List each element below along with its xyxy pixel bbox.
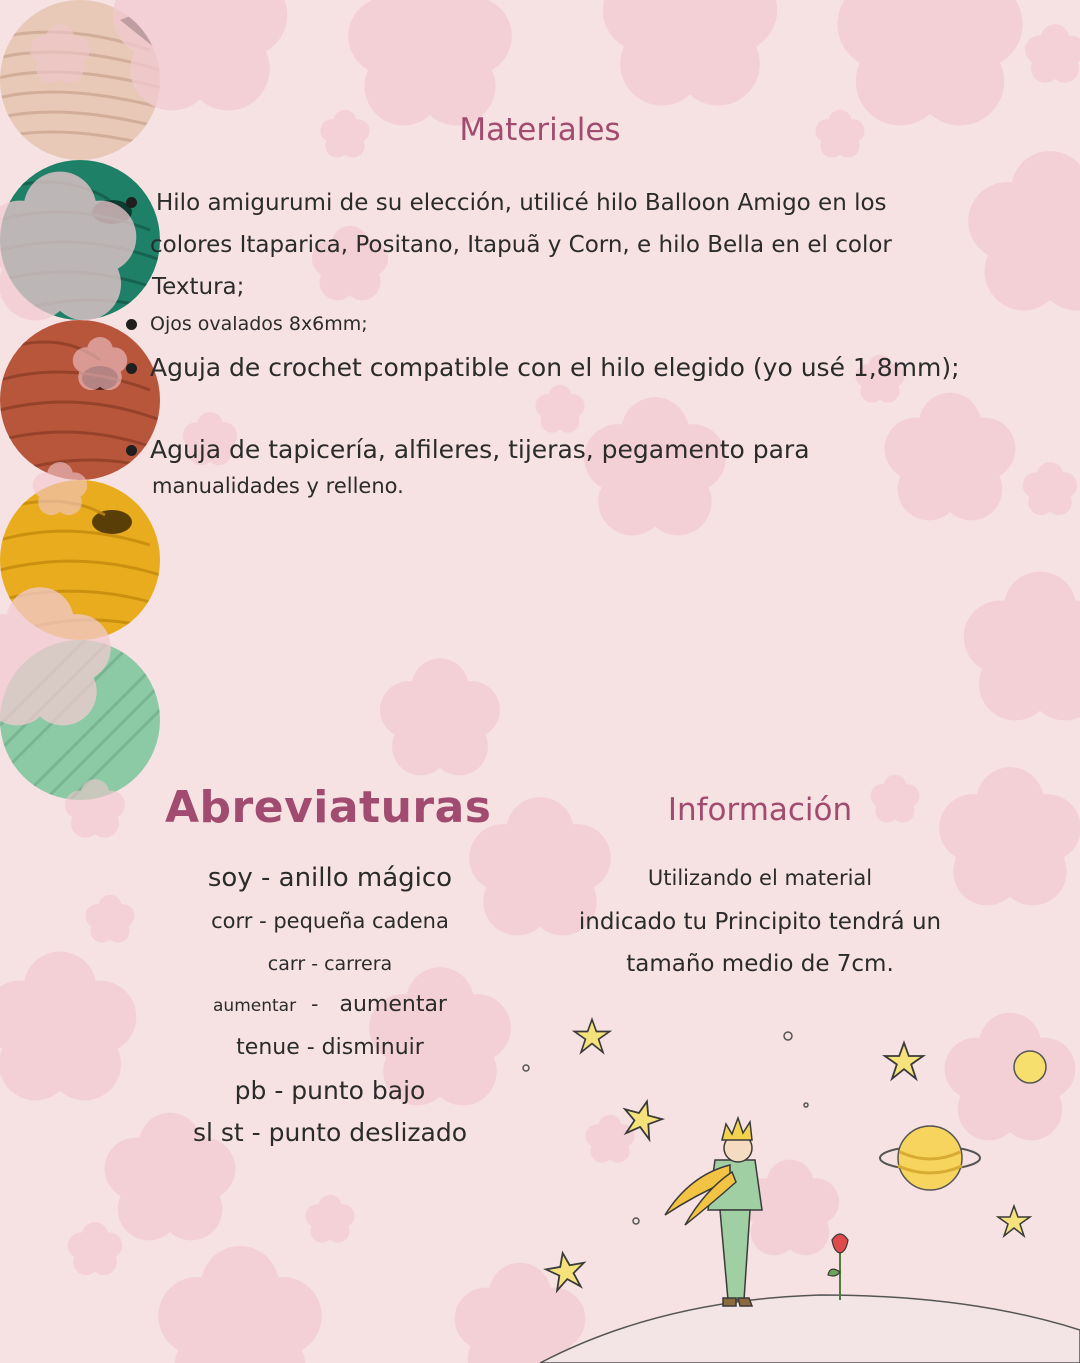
material-hook: Aguja de crochet compatible con el hilo elegido (yo usé 1,8mm); bbox=[150, 353, 960, 382]
planet-icon bbox=[880, 1126, 980, 1190]
asteroid-ground bbox=[540, 1295, 1080, 1363]
abbreviation-code: aumentar bbox=[213, 996, 297, 1016]
list-item: corr - pequeña cadena bbox=[211, 909, 449, 933]
list-item: sl st - punto deslizado bbox=[192, 1118, 468, 1147]
list-item bbox=[120, 430, 1020, 502]
abbreviation-separator: - bbox=[311, 992, 319, 1016]
rose-icon bbox=[828, 1234, 848, 1300]
list-item: tenue - disminuir bbox=[236, 1035, 424, 1060]
information-title: Información bbox=[667, 792, 853, 828]
material-tools-continued: manualidades y relleno. bbox=[152, 474, 404, 498]
little-prince-figure bbox=[665, 1118, 762, 1306]
list-item bbox=[120, 310, 1020, 338]
materials-title: Materiales bbox=[459, 112, 621, 148]
bullet-icon bbox=[126, 197, 137, 208]
little-prince-illustration bbox=[500, 1000, 1080, 1363]
list-item bbox=[120, 182, 1020, 308]
bullet-icon bbox=[126, 363, 137, 374]
material-eyes: Ojos ovalados 8x6mm; bbox=[150, 313, 368, 335]
material-yarn-line-2: colores Itaparica, Positano, Itapuã y Corn, e hilo Bella en el color bbox=[150, 232, 892, 258]
materials-list bbox=[120, 182, 1020, 502]
bullet-icon bbox=[126, 319, 137, 330]
list-item bbox=[120, 348, 1020, 388]
abbreviation-meaning: aumentar bbox=[339, 992, 447, 1017]
material-yarn-line-3: Textura; bbox=[152, 274, 245, 300]
information-line-2: indicado tu Principito tendrá un bbox=[578, 909, 942, 935]
list-item bbox=[130, 992, 530, 1017]
information-line-1: Utilizando el material bbox=[647, 866, 873, 890]
bullet-icon bbox=[126, 445, 137, 456]
list-item: soy - anillo mágico bbox=[207, 863, 453, 893]
list-item: pb - punto bajo bbox=[234, 1076, 426, 1105]
material-yarn-line-1: Hilo amigurumi de su elección, utilicé hilo Balloon Amigo en los bbox=[156, 190, 887, 216]
list-item: carr - carrera bbox=[267, 953, 393, 975]
abbreviations-title: Abreviaturas bbox=[165, 782, 492, 833]
material-tools: Aguja de tapicería, alfileres, tijeras, pegamento para bbox=[150, 435, 810, 464]
moon-icon bbox=[1014, 1051, 1046, 1083]
information-line-3: tamaño medio de 7cm. bbox=[626, 951, 894, 977]
